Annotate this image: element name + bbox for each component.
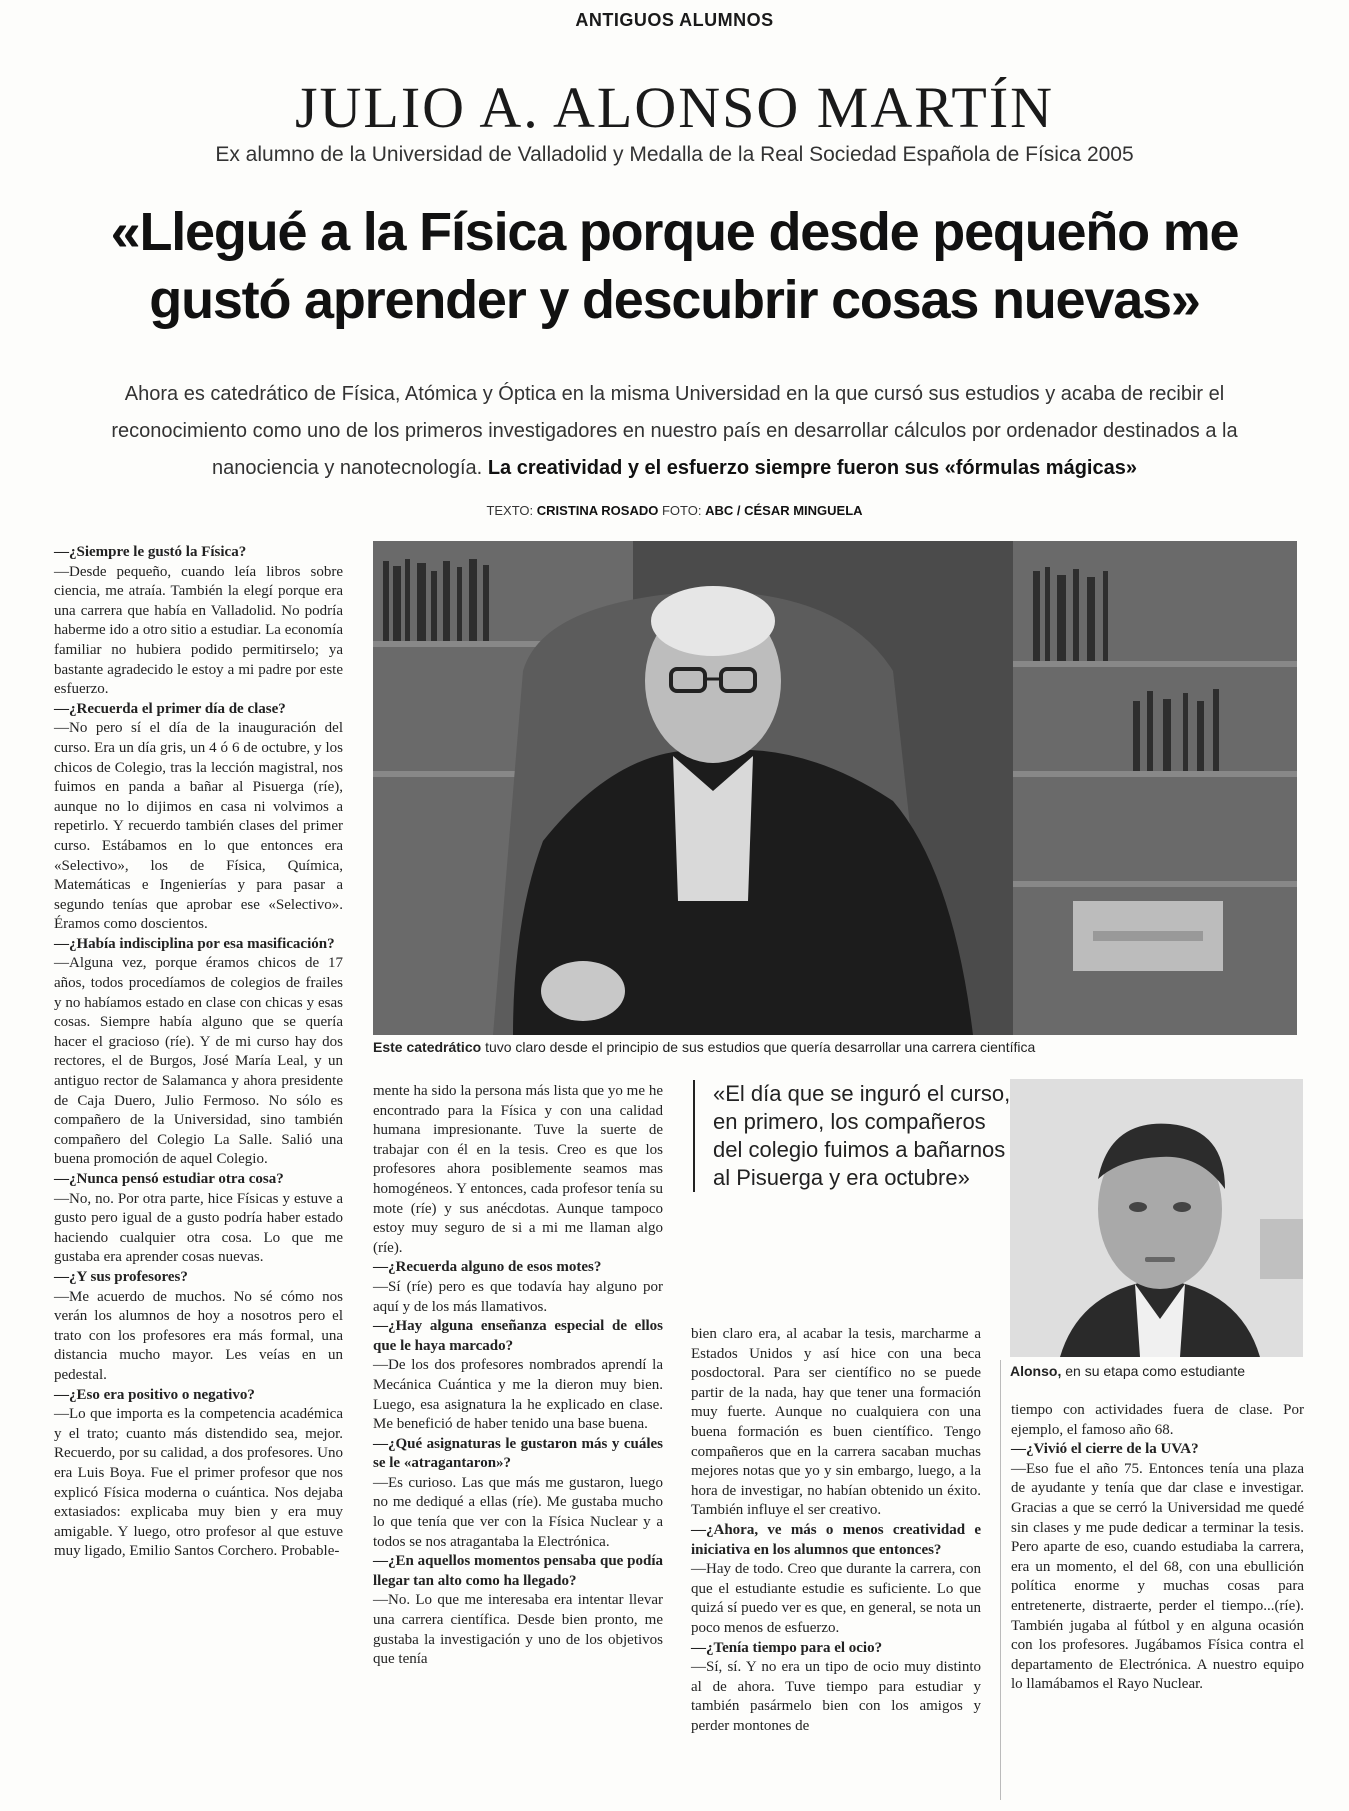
main-photo-illustration (373, 541, 1297, 1035)
student-portrait-photo (1010, 1079, 1303, 1357)
main-photo-caption-bold: Este catedrático (373, 1039, 482, 1055)
interview-answer: —Sí, sí. Y no era un tipo de ocio muy distinto al de ahora. Tuve tiempo para estudiar y también pasármelo bien con los amigos y perder montones de (691, 1659, 981, 1734)
interview-question: —¿Recuerda alguno de esos motes? (373, 1259, 602, 1276)
credits-text-label: TEXTO: (486, 503, 534, 518)
lead-bold: La creatividad y el esfuerzo siempre fueron sus «fórmulas mágicas» (487, 457, 1137, 479)
student-portrait-caption-bold: Alonso, (1010, 1363, 1062, 1379)
student-portrait-caption-text: en su etapa como estudiante (1065, 1363, 1246, 1379)
interview-answer: —Es curioso. Las que más me gustaron, luego no me dediqué a ellas (ríe). Me gustaba mucho lo que tenía que ver con la Física Nuclear y a todos se nos atragantaba la Electrónica. (373, 1474, 663, 1550)
interview-answer: —Hay de todo. Creo que durante la carrera, con que el estudiante estudie es suficiente. Lo que quizá sí puedo ver es que, en general, se nota un poco menos de esfuerzo. (691, 1561, 981, 1636)
main-photo-caption-text: tuvo claro desde el principio de sus estudios que quería desarrollar una carrera científica (485, 1039, 1036, 1055)
interview-question: —¿Siempre le gustó la Física? (54, 544, 247, 560)
interview-question: —¿Eso era positivo o negativo? (54, 1386, 255, 1403)
interview-answer: —Eso fue el año 75. Entonces tenía una plaza de ayudante y tenía que dar clase e investigar. Gracias a que se cerró la Universidad me quedé sin clases y me pude dedicar a terminar la tesis. Pero aparte de eso, cuando estudiaba la carrera, era un momento, el del 68, con una ebullición política enorme y muchas cosas para entretenerte, distraerte, perder el tiempo...(ríe). También jugaba al fútbol y en alguna ocasión con los profesores. Jugábamos Física contra el departamento de Electrónica. A nuestro equipo lo llamábamos el Rayo Nuclear. (1011, 1460, 1304, 1693)
interview-question: —¿Había indisciplina por esa masificación? (54, 935, 335, 952)
interview-question: —¿En aquellos momentos pensaba que podía llegar tan alto como ha llegado? (373, 1553, 663, 1589)
subtitle: Ex alumno de la Universidad de Valladolid y Medalla de la Real Sociedad Española de Física 2005 (215, 143, 1134, 166)
credits-text-author: CRISTINA ROSADO (536, 503, 659, 518)
interview-question: —¿Tenía tiempo para el ocio? (691, 1639, 883, 1656)
interview-answer: —No, no. Por otra parte, hice Físicas y estuve a gusto pero igual de a gusto podría haber estado haciendo cualquier otra cosa. Lo que me gustaba era aprender cosas nuevas. (54, 1190, 343, 1266)
interview-question: —¿Y sus profesores? (54, 1268, 188, 1285)
interview-question: —¿Vivió el cierre de la UVA? (1011, 1441, 1199, 1458)
interviewee-name: JULIO A. ALONSO MARTÍN (294, 75, 1055, 140)
interview-question: —¿Hay alguna enseñanza especial de ellos que le haya marcado? (373, 1318, 663, 1354)
interview-question: —¿Nunca pensó estudiar otra cosa? (54, 1171, 284, 1187)
article-column-4 (1011, 1401, 1304, 1695)
interview-answer: —No. Lo que me interesaba era intentar llevar una carrera científica. Desde bien pronto, me gustaba la investigación y uno de los objetivos que tenía (373, 1592, 663, 1668)
interview-answer: —Alguna vez, porque éramos chicos de 17 años, todos procedíamos de colegios de frailes y no habíamos estado en clase con chicas y esas cosas. Siempre había alguno que se quería hacer el gracioso (ríe). Y de mi curso hay dos rectores, el de Burgos, José María Leal, y un antiguo rector de Salamanca y ahora presidente de Caja Duero, Julio Fermoso. No sólo es compañero de la Universidad, sino también compañero del Colegio La Salle. Salió una buena promoción de aquel Colegio. (54, 955, 343, 1168)
interview-question: —¿Ahora, ve más o menos creatividad e iniciativa en los alumnos que entonces? (691, 1521, 981, 1558)
interview-answer: mente ha sido la persona más lista que yo me he encontrado para la Física y con una calidad humana impresionante. Tuve la suerte de trabajar con él en la tesis. Creo es que los profesores ahora posiblemente seamos mas homogéneos. Y entonces, cada profesor tenía su mote (ríe) y sus anécdotas. Aunque tampoco estoy muy seguro de si a mi me llaman algo (ríe). (373, 1083, 663, 1256)
interview-answer: tiempo con actividades fuera de clase. Por ejemplo, el famoso año 68. (1011, 1402, 1304, 1438)
article-column-1 (54, 543, 343, 1562)
headline: «Llegué a la Física porque desde pequeño me gustó aprender y descubrir cosas nuevas» (110, 202, 1239, 330)
lead-text: Ahora es catedrático de Física, Atómica y Óptica en la misma Universidad en la que cursó sus estudios y acaba de recibir el reconocimiento como uno de los primeros investigadores en nuestro país en desarrollar cálculos por ordenador destinados a la nanociencia y nanotecnología. (111, 383, 1238, 479)
column-divider (1000, 1360, 1001, 1800)
interview-answer: —Sí (ríe) pero es que todavía hay alguno por aquí y de los más llamativos. (373, 1278, 663, 1315)
credits-photo-label: FOTO: (661, 503, 702, 518)
article-column-2 (373, 1082, 663, 1670)
credits (0, 503, 1349, 518)
main-photo (373, 541, 1297, 1035)
student-portrait-illustration (1010, 1079, 1303, 1357)
section-tag: ANTIGUOS ALUMNOS (575, 10, 774, 30)
main-photo-caption (373, 1039, 1297, 1055)
interview-answer: —Desde pequeño, cuando leía libros sobre ciencia, me atraía. También la elegí porque era una carrera que había en Valladolid. No podría haberme ido a otro sitio a estudiar. La economía familiar no hubiera podido permitirselo; ya bastante agradecido le estoy a mi padre por este esfuerzo. (54, 563, 343, 698)
interview-question: —¿Recuerda el primer día de clase? (54, 700, 286, 717)
interview-answer: —De los dos profesores nombrados aprendí la Mecánica Cuántica y me la dieron muy bien. Luego, esa asignatura la he explicado en clase. Me benefició de haber tenido una base buena. (373, 1357, 663, 1433)
pull-quote: «El día que se inguró el curso, en primero, los compañeros del colegio fuimos a bañarnos al Pisuerga y era octubre» (693, 1080, 1013, 1192)
student-portrait-caption (1010, 1363, 1303, 1379)
credits-photo-author: ABC / CÉSAR MINGUELA (705, 503, 863, 518)
interview-answer: —Lo que importa es la competencia académica y el trato; cuanto más distendido sea, mejor. Recuerdo, por su calidad, a dos profesores. Uno era Luis Boya. Fue el primer profesor que nos explicó Física moderna o cuántica. Nos dejaba extasiados: explicaba muy bien y era muy amigable. Y luego, otro profesor al que estuve muy ligado, Emilio Santos Corchero. Probable- (54, 1406, 343, 1560)
interview-answer: —No pero sí el día de la inauguración del curso. Era un día gris, un 4 ó 6 de octubre, y los chicos de Colegio, tras la lección magistral, nos fuimos en panda a bañar al Pisuerga (ríe), aunque no lo dijimos en casa ni volvimos a repetirlo. Y recuerdo también clases del primer curso. Estábamos en lo que entonces era «Selectivo», los de Física, Química, Matemáticas e Ingenierías y para pasar a segundo tenías que aprobar ese «Selectivo». Éramos como doscientos. (54, 720, 343, 933)
lead-paragraph (70, 376, 1279, 487)
interview-answer: —Me acuerdo de muchos. No sé cómo nos verán los alumnos de hoy a nosotros pero el trato con los profesores era más formal, una distancia mucho mayor. Les veías en un pedestal. (54, 1288, 343, 1383)
article-column-3 (691, 1325, 981, 1736)
interview-question: —¿Qué asignaturas le gustaron más y cuáles se le «atragantaron»? (373, 1435, 663, 1472)
interview-answer: bien claro era, al acabar la tesis, marcharme a Estados Unidos y así hice con una beca posdoctoral. Para ser científico no se puede partir de la nada, hay que tener una formación muy fuerte. Aunque no cualquiera con una buena formación es buen científico. Tengo compañeros que en la carrera sacaban muchas mejores notas que yo y sin embargo, luego, a la hora de investigar, no habían obtenido un éxito. También influye el ser creativo. (691, 1326, 981, 1519)
